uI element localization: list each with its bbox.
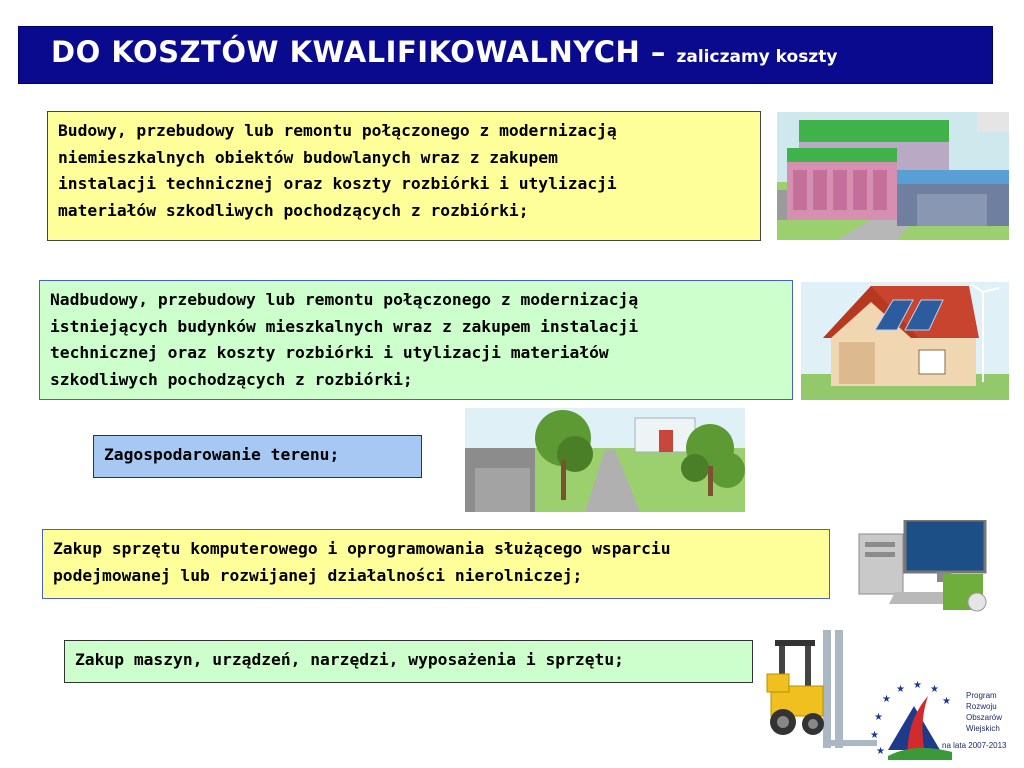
cost-item-computer-equipment [42, 529, 830, 599]
prow-logo [868, 680, 1018, 764]
logo-line: Obszarów [966, 713, 1003, 722]
site-development-illustration [465, 408, 745, 512]
logo-line: Wiejskich [966, 724, 1000, 733]
item-line: instalacji technicznej oraz koszty rozbiórki i utylizacji [58, 174, 617, 193]
industrial-buildings-illustration [777, 112, 1009, 240]
title-main-text: DO KOSZTÓW KWALIFIKOWALNYCH – [51, 35, 666, 69]
title-subtitle: zaliczamy koszty [676, 47, 838, 67]
item-line: Zagospodarowanie terenu; [104, 445, 340, 464]
item-line: szkodliwych pochodzących z rozbiórki; [50, 369, 413, 389]
item-line: niemieszkalnych obiektów budowlanych wraz z zakupem [58, 147, 558, 167]
cost-item-machinery [64, 640, 753, 683]
item-line: podejmowanej lub rozwijanej działalności nierolniczej; [53, 565, 583, 585]
svg-text:★: ★ [870, 730, 879, 741]
cost-item-residential-buildings [39, 280, 793, 400]
item-line: istniejących budynków mieszkalnych wraz z zakupem instalacji [50, 316, 639, 336]
title-bar [18, 26, 993, 84]
logo-years: na lata 2007-2013 [942, 741, 1007, 750]
svg-text:★: ★ [930, 684, 939, 695]
page-title [51, 35, 837, 69]
item-line: Budowy, przebudowy lub remontu połączonego z modernizacją [58, 121, 617, 140]
svg-text:★: ★ [874, 712, 883, 723]
svg-text:★: ★ [942, 696, 951, 707]
svg-text:★: ★ [882, 694, 891, 705]
logo-line: Rozwoju [966, 702, 997, 711]
item-line: materiałów szkodliwych pochodzących z rozbiórki; [58, 200, 529, 220]
logo-line: Program [966, 691, 997, 700]
svg-text:★: ★ [896, 684, 905, 695]
cost-item-nonresidential-buildings [47, 111, 761, 241]
house-solar-panels-illustration [801, 282, 1009, 400]
forklift-illustration [765, 630, 880, 750]
cost-item-site-development [93, 435, 422, 478]
svg-text:★: ★ [913, 680, 922, 691]
computer-illustration [855, 520, 990, 615]
item-line: Nadbudowy, przebudowy lub remontu połączonego z modernizacją [50, 290, 639, 309]
item-line: Zakup sprzętu komputerowego i oprogramowania służącego wsparciu [53, 539, 671, 558]
svg-text:★: ★ [876, 746, 885, 757]
item-line: Zakup maszyn, urządzeń, narzędzi, wyposażenia i sprzętu; [75, 650, 624, 669]
item-line: technicznej oraz koszty rozbiórki i utylizacji materiałów [50, 343, 609, 362]
